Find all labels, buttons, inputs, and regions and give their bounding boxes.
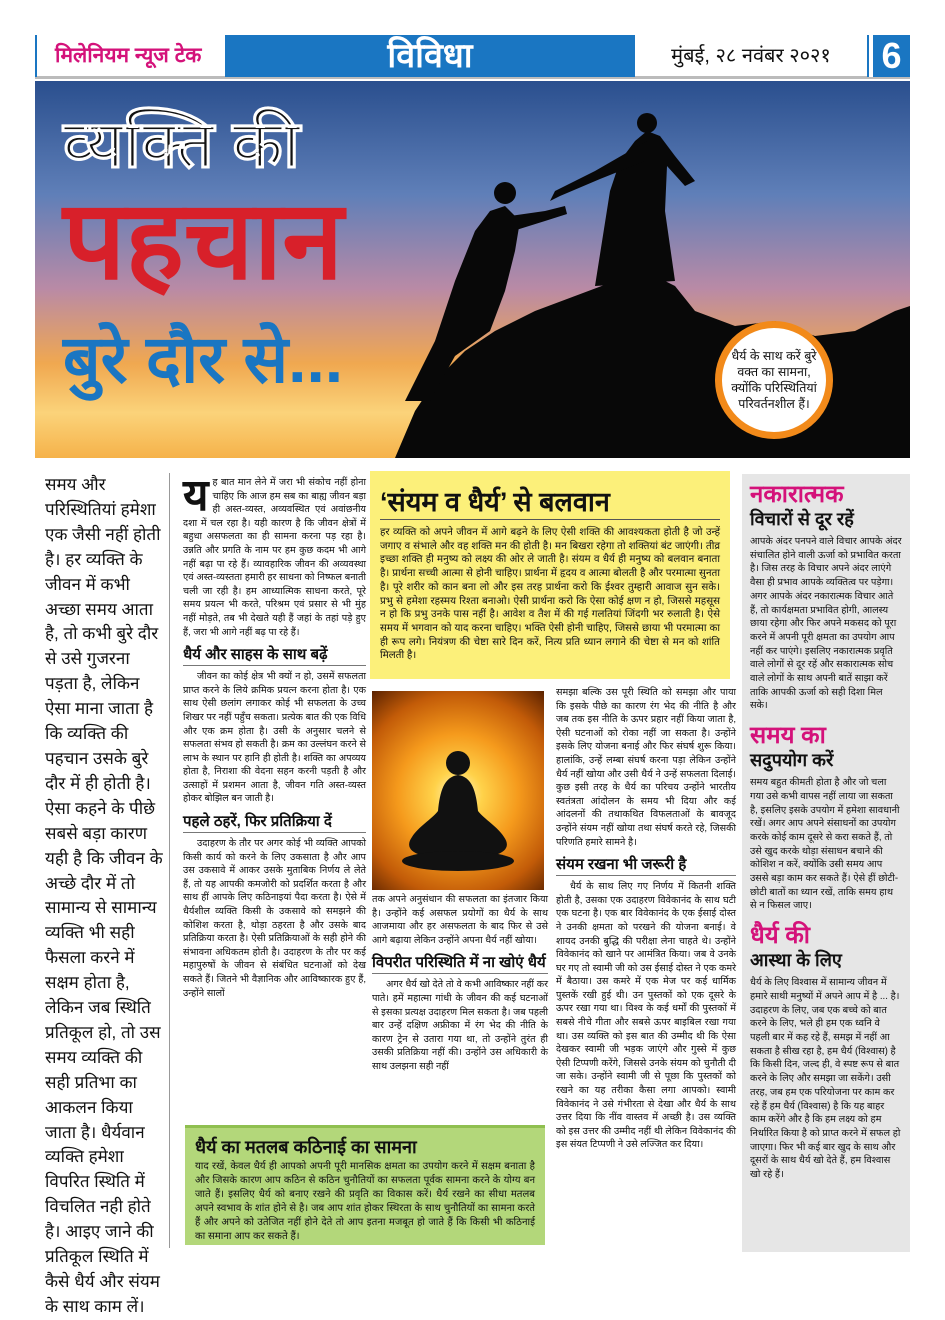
green-box [185,1125,545,1245]
quote-badge: धैर्य के साथ करें बुरे वक्त का सामना, क्योंकि परिस्थितियां परिवर्तनशील हैं। [715,321,833,439]
sidebar-item [750,923,902,1182]
paragraph: धैर्य के साथ लिए गए निर्णय में कितनी शक्ति होती है, उसका एक उदाहरण विवेकानंद के साथ घटी एक घटना है। एक बार विवेकानंद के एक ईसाई दोस्त ने उनकी क्षमता को परखने की योजना बनाई। वे शायद उनकी बुद्धि की परीक्षा लेना चाहते थे। उन्होंने विवेकानंद को खाने पर आमंत्रित किया। जब वे उनके घर गए तो स्वामी जी को उस ईसाई दोस्त ने एक कमरे में बैठाया। उस कमरे में एक मेज पर कई धार्मिक पुस्तकें रखी हुई थी। उन पुस्तकों को एक दूसरे के ऊपर रखा गया था। विश्व के कई धर्मों की पुस्तकों में सबसे नीचे गीता और सबसे ऊपर बाइबिल रखा गया था। उस व्यक्ति को इस बात की उम्मीद थी कि ऐसा देखकर स्वामी जी भड़क जाएंगे और गुस्से में कुछ ऐसी टिप्पणी करेंगे, जिससे उनके संयम को चुनौती दी जा सके। उन्होंने स्वामी जी से पूछा कि पुस्तकों को रखने का यह तरीका कैसा लगा आपको। स्वामी विवेकानंद ने उसे गंभीरता से देखा और धैर्य के साथ उत्तर दिया कि नींव वास्तव में अच्छी है। उस व्यक्ति को इस उत्तर की उम्मीद नहीं थी लेकिन विवेकानंद की इस संयत टिप्पणी ने उसे लज्जित कर दिया। [556,881,736,1151]
sidebar-item [750,482,902,713]
subheading: विपरीत परिस्थिति में ना खोएं धैर्य [372,953,548,974]
intro-column: समय और परिस्थितियां हमेशा एक जैसी नहीं होती है। हर व्यक्ति के जीवन में कभी अच्छा समय आता है, तो कभी बुरे दौर से उसे गुजरना पड़ता है, लेकिन ऐसा माना जाता है कि व्यक्ति की पहचान उसके बुरे दौर में ही होती है। ऐसा कहने के पीछे सबसे बड़ा कारण यही है कि जीवन के अच्छे दौर में तो सामान्य से सामान्य व्यक्ति भी सही फैसला करने में सक्षम होता है, लेकिन जब स्थिति प्रतिकूल हो, तो उस समय व्यक्ति की सही प्रतिभा का आकलन किया जाता है। धैर्यवान व्यक्ति हमेशा विपरित स्थिति में विचलित नही होते है। आइए जाने की प्रतिकूल स्थिति में कैसे धैर्य और संयम के साथ काम लें। [45,473,170,1248]
drop-cap: य [183,471,209,520]
paragraph: जीवन का कोई क्षेत्र भी क्यों न हो, उसमें सफलता प्राप्त करने के लिये क्रमिक प्रयत्न करना होता है। एक साथ ऐसी छलांग लगाकर कोई भी सफलता के उच्च शिखर पर नहीं पहुँच सकता। प्रत्येक बात की एक विधि और एक क्रम होता है। उसी के अनुसार चलने से सफलता संभव हो सकती है। क्रम का उल्लंघन करने से लाभ के स्थान पर हानि ही होती है। शक्ति का अपव्यय होता है, निराशा की वेदना सहन करनी पड़ती है और उत्साहों में प्रशमन आता है, जीवन गति अस्त-व्यस्त होकर बोझिल बन जाती है। [183,671,366,805]
sidebar-text: समय बहुत कीमती होता है और जो चला गया उसे कभी वापस नहीं लाया जा सकता है, इसलिए इसके उपयोग में हमेशा सावधानी रखें। अगर आप अपने संसाधनों का उपयोग करके कोई काम दूसरे से करा सकते हैं, तो उसे खुद करके थोड़ा संसाधन बचाने की कोशिश न करें, क्योंकि उसी समय आप उससे बड़ा काम कर सकते हैं। ऐसे हीं छोटी-छोटी बातों का ध्यान रखें, ताकि समय हाथ से न फिसल जाए। [750,777,900,912]
article-lead: ह बात मान लेने में जरा भी संकोच नहीं होना चाहिए कि आज हम सब का बाह्य जीवन बड़ा ही अस्त-व्यस्त, अव्यवस्थित एवं अवांछनीय दशा में चल रहा है। यही कारण है कि जीवन क्षेत्रों में बहुधा असफलता का ही सामना करना पड़ रहा है। उन्नति और प्रगति के नाम पर हम कुछ कदम भी आगे नहीं बढ़ा पा रहे हैं। व्यावहारिक जीवन की अव्यवस्था एवं अस्त-व्यस्तता हमारी हर साधना को निष्फल बनाती चली जा रही है। हम आध्यात्मिक साधना करते, पूरे समय प्रयत्न भी करते, परिश्रम एवं प्रसार से भी मुंह नहीं मोड़ते, तब भी देखते यही हैं जहां के तहां पड़े हुए हैं, जरा भी आगे नहीं बढ़ पा रहे हैं। [183,477,366,638]
box-title: ‘संयम व धैर्य’ से बलवान [380,485,720,520]
paragraph: समझा बल्कि उस पूरी स्थिति को समझा और पाया कि इसके पीछे का कारण रंग भेद की नीति है और जब तक इस नीति के ऊपर प्रहार नहीं किया जाता है, ऐसी घटनाओं को रोका नहीं जा सकता है। उन्होंने इसके लिए योजना बनाई और फिर संघर्ष शुरू किया। हालांकि, उन्हें लम्बा संघर्ष करना पड़ा लेकिन उन्होंने धैर्य नहीं खोया और उसी धैर्य ने उन्हें सफलता दिलाई। कुछ इसी तरह के धैर्य का परिचय उन्होंने भारतीय स्वतंत्रता आंदोलन के समय भी दिया और कई आंदलनों की तथाकथित विफलताओं के बावजूद उन्होंने संयम नहीं खोया तथा संघर्ष करते रहे, जिसकी परिणति हमारे सामने है। [556,687,736,848]
sidebar-subtitle: आस्था के लिए [750,950,842,971]
article-column-3 [556,686,736,1152]
sidebar-kicker: धैर्य की [750,922,810,950]
paragraph: अगर धैर्य खो देते तो वे कभी आविष्कार नहीं कर पाते। हमें महात्मा गांधी के जीवन की कई घटनाओं से इसका प्रत्यक्ष उदाहरण मिल सकता है। जब पहली बार उन्हें दक्षिण अफ्रीका में रंग भेद की नीति के कारण ट्रेन से उतारा गया था, तो उन्होंने तुरंत ही उसकी प्रतिक्रिया नहीं की। उन्होंने उस अधिकारी के साथ उलझना सही नहीं [372,979,548,1072]
sidebar-subtitle: सदुपयोग करें [750,750,834,771]
newspaper-brand: मिलेनियम न्यूज टेक [35,35,225,77]
page-header [35,35,910,79]
meditating-figure-silhouette [372,691,544,890]
highlight-box [370,471,730,679]
box-text: याद रखें, केवल धैर्य ही आपको अपनी पूरी मानसिक क्षमता का उपयोग करने में सक्षम बनाता है और जिसके कारण आप कठिन से कठिन चुनौतियों का सफलता पूर्वक सामना करने के योग्य बन जाते हैं। इसलिए धैर्य को बनाए रखने की प्रवृति का विकास करें। धैर्य रखने का सीधा मतलब अपने स्वभाव के शांत होने से है। जब आप शांत होकर स्थिरता के साथ चुनौतियों का सामना करते हैं और अपने को उतेजित नहीं होने देते तो आप इतना मजबूत हो जाते हैं कि किसी भी कठिनाई का समाना आप कर सकते हैं। [195,1161,535,1242]
paragraph: तक अपने अनुसंधान की सफलता का इंतजार किया है। उन्होंने कई असफल प्रयोगों का धैर्य के साथ आजमाया और हर असफलता के बाद फिर से उसे आगे बढ़ाया लेकिन उन्होंने अपना धैर्य नहीं खोया। [372,894,548,946]
meditation-image [372,691,544,890]
sidebar-kicker: नकारात्मक [750,481,844,508]
hero-image [35,81,910,458]
page-number: 6 [869,35,910,77]
box-title: धैर्य का मतलब कठिनाई का सामना [195,1137,417,1157]
hero-title-line1: व्यक्ति की [63,107,301,181]
sidebar-item [750,723,902,913]
sidebar [742,474,910,1252]
sidebar-subtitle: विचारों से दूर रहें [750,509,854,529]
hero-title-line3: बुरे दौर से... [63,322,344,396]
box-text: हर व्यक्ति को अपने जीवन में आगे बढ़ने के लिए ऐसी शक्ति की आवश्यकता होती है जो उन्हें जगाए व संभाले और वह शक्ति मन की होती है। मन बिखरा रहेगा तो शक्तियां बंट जाएंगी। तीव्र इच्छा शक्ति ही मनुष्य को लक्ष्य की ओर ले जाती है। संयम व धैर्य ही मनुष्य को बलवान बनाता है। प्रार्थना सच्ची आत्मा से होनी चाहिए। प्रार्थना में हृदय व आत्मा बोलती है और परमात्मा सुनता है। पूरे शरीर को कान बना लो और इस तरह प्रार्थना करो कि ईश्वर तुम्हारी आवाज सुन सके। प्रभु से हमेशा रहस्मय रिश्ता बनाओ। ऐसी प्रार्थना करो कि ऐसा कोई क्षण न हो, जिससे महसूस न हो कि प्रभु उनके पास नहीं है। आवेश व तैश में की गई गलतियां जिंदगी भर रुलाती है। ऐसे समय में भगवान को याद करना चाहिए। भक्ति ऐसी होनी चाहिए, जिससे छाया भी परमात्मा का ही रूप लगे। नियंत्रण की चेष्टा सारे दिन करें, नित्य प्रति ध्यान लगाने की चेष्टा से मन को शांति मिलती है। [380,527,720,662]
article-column-1 [183,471,366,1000]
sidebar-kicker: समय का [750,722,826,750]
sidebar-text: आपके अंदर पनपने वाले विचार आपके अंदर संचालित होने वाली ऊर्जा को प्रभावित करता है। जिस तरह के विचार अपने अंदर लाएंगे वैसा ही प्रभाव आपके व्यक्तित्व पर पड़ेगा। अगर आपके अंदर नकारात्मक विचार आते हैं, तो कार्यक्षमता प्रभावित होगी, आलस्य छाया रहेगा और फिर अपने मकसद को पूरा करने में अपनी पूरी क्षमता का उपयोग आप नहीं कर पाएंगे। इसलिए नकारात्मक प्रवृति वाले लोगों से दूर रहें और सकारात्मक सोच वाले लोगों के साथ अपनी बातें साझा करें ताकि आपकी ऊर्जा को सही दिशा मिल सके। [750,536,902,712]
section-title: विविधा [225,35,635,77]
article-column-2 [372,893,548,1074]
subheading: धैर्य और साहस के साथ बढ़ें [183,645,366,666]
hero-title-line2: पहचान [63,179,344,302]
issue-date: मुंबई, २८ नवंबर २०२१ [671,45,831,67]
sidebar-text: धैर्य के लिए विश्वास में सामान्य जीवन में हमारे साथी मनुष्यों में अपने आप में है ... है। उदाहरण के लिए, जब एक बच्चे को बात करने के लिए, भले ही हम एक ध्वनि वे पहली बार में कह रहे हैं, समझ में नहीं आ सकता है सीख रहा है, हम धैर्य (विश्वास) है कि किसी दिन, जल्द ही, वे स्पष्ट रूप से बात करने के लिए और समझा जा सकेंगे। उसी तरह, जब हम एक परियोजना पर काम कर रहे हैं हम धैर्य (विश्वास) है कि यह बाहर काम करेंगे और है कि हम लक्ष्य को हम निर्धारित किया है को प्राप्त करने में सफल हो जाएगा। फिर भी कई बार खुद के साथ और दूसरों के साथ धैर्य खो देते हैं, हम विश्वास खो रहे हैं। [750,977,901,1181]
subheading: संयम रखना भी जरूरी है [556,855,736,876]
paragraph: उदाहरण के तौर पर अगर कोई भी व्यक्ति आपको किसी कार्य को करने के लिए उकसाता है और आप उस उकसावे में आकर उसके मुताबिक निर्णय ले लेते हैं, तो यह आपकी कमजोरी को प्रदर्शित करता है और साथ हीं आपके लिए कठिनाइयां पैदा करता है। ऐसे में धैर्यशील व्यक्ति किसी के उकसावे को समझने की कोशिश करता है, थोड़ा ठहरता है और उसके बाद प्रतिक्रिया करता है। ऐसी प्रतिक्रियाओं के सही होने की संभावना अधिकतम होती है। उदाहरण के तौर पर कई महापुरुषों के जीवन से संबंधित घटनाओं को देख सकते हैं। जितने भी वैज्ञानिक और आविष्कारक हुए हैं, उन्होंने सालों [183,838,366,999]
subheading: पहले ठहरें, फिर प्रतिक्रिया दें [183,812,366,833]
